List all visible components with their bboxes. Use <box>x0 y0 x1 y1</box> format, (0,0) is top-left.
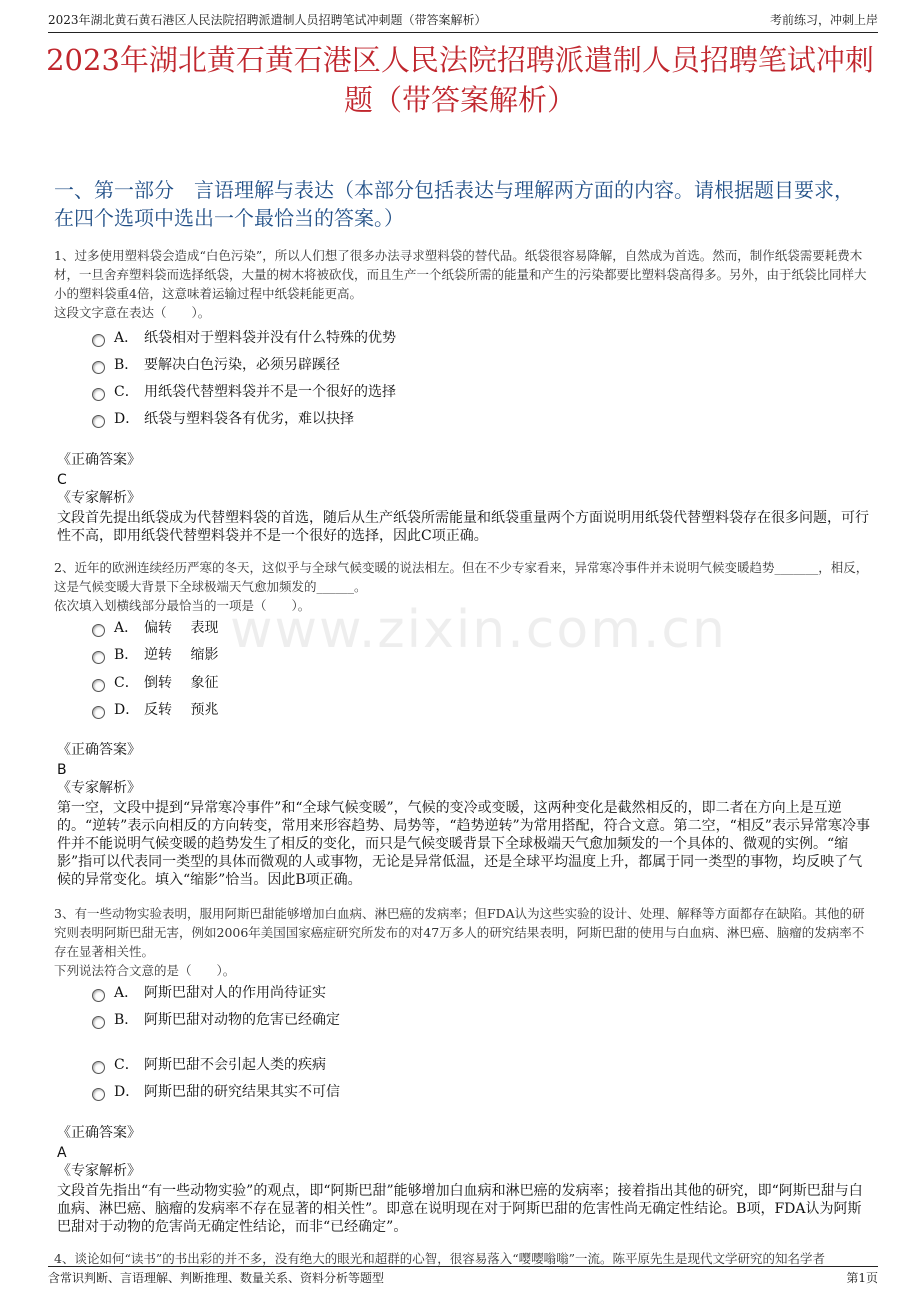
q1-option-a[interactable] <box>92 328 396 348</box>
question-2-stem <box>54 558 874 615</box>
option-letter: B． <box>114 1012 139 1028</box>
answer-value: A <box>57 1145 67 1161</box>
radio-icon[interactable] <box>92 624 105 637</box>
answer-value: B <box>57 762 67 778</box>
option-letter: B． <box>114 647 139 663</box>
option-text: 逆转 缩影 <box>144 647 219 663</box>
analysis-text: 文段首先指出“有一些动物实验”的观点，即“阿斯巴甜”能够增加白血病和淋巴癌的发病率；接着指出其他的研究，即“阿斯巴甜与白血病、淋巴癌、脑瘤的发病率不存在显著的相关性”。即意在说明现在对于阿斯巴甜的危害性尚无确定性结论。B项，FDA认为阿斯巴甜对于动物的危害尚无确定性结论，而非“已经确定”。 <box>57 1183 863 1235</box>
analysis-label: 《专家解析》 <box>57 1163 141 1179</box>
q3-option-a[interactable] <box>92 983 326 1003</box>
answer-label: 《正确答案》 <box>57 452 141 468</box>
question-stem-text: 1、过多使用塑料袋会造成“白色污染”，所以人们想了很多办法寻求塑料袋的替代品。纸袋很容易降解，自然成为首选。然而，制作纸袋需要耗费木材，一旦舍弃塑料袋而选择纸袋，大量的树木将被砍伐，而且生产一个纸袋所需的能量和产生的污染都要比塑料袋高得多。另外，由于纸袋比同样大小的塑料袋重4倍，这意味着运输过程中纸袋耗能更高。 <box>54 248 867 301</box>
radio-icon[interactable] <box>92 706 105 719</box>
q1-answer-block <box>57 451 874 545</box>
q1-option-b[interactable] <box>92 355 340 375</box>
question-prompt: 这段文字意在表达（ ）。 <box>54 305 211 320</box>
q3-answer-block <box>57 1124 874 1236</box>
option-text: 阿斯巴甜的研究结果其实不可信 <box>144 1084 340 1100</box>
q3-option-b[interactable] <box>92 1010 340 1030</box>
answer-label: 《正确答案》 <box>57 742 141 758</box>
question-3-stem <box>54 904 874 980</box>
option-text: 要解决白色污染，必须另辟蹊径 <box>144 357 340 373</box>
radio-icon[interactable] <box>92 989 105 1002</box>
header-slogan: 考前练习，冲刺上岸 <box>769 13 878 27</box>
q1-option-d[interactable] <box>92 409 354 429</box>
option-letter: B． <box>114 357 139 373</box>
option-text: 纸袋与塑料袋各有优劣，难以抉择 <box>144 411 354 427</box>
header-doc-title: 2023年湖北黄石黄石港区人民法院招聘派遣制人员招聘笔试冲刺题（带答案解析） <box>48 13 487 27</box>
section-heading: 一、第一部分 言语理解与表达（本部分包括表达与理解两方面的内容。请根据题目要求，在四个选项中选出一个最恰当的答案。） <box>54 178 854 230</box>
option-text: 倒转 象征 <box>144 675 219 691</box>
watermark: www.zixin.com.cn <box>230 600 727 660</box>
option-letter: C． <box>114 1057 139 1073</box>
q3-option-d[interactable] <box>92 1082 340 1102</box>
q2-option-a[interactable] <box>92 618 218 638</box>
radio-icon[interactable] <box>92 415 105 428</box>
option-text: 用纸袋代替塑料袋并不是一个很好的选择 <box>144 384 396 400</box>
analysis-label: 《专家解析》 <box>57 780 141 796</box>
q2-option-b[interactable] <box>92 645 218 665</box>
radio-icon[interactable] <box>92 1016 105 1029</box>
q2-answer-block <box>57 741 874 889</box>
option-letter: C． <box>114 675 139 691</box>
document-title: 2023年湖北黄石黄石港区人民法院招聘派遣制人员招聘笔试冲刺题（带答案解析） <box>46 43 874 117</box>
question-1-stem <box>54 246 874 322</box>
option-letter: A． <box>114 330 139 346</box>
option-letter: D． <box>114 1084 140 1100</box>
option-letter: C． <box>114 384 139 400</box>
option-letter: D． <box>114 411 140 427</box>
radio-icon[interactable] <box>92 361 105 374</box>
question-stem-text: 3、有一些动物实验表明，服用阿斯巴甜能够增加白血病、淋巴癌的发病率；但FDA认为这些实验的设计、处理、解释等方面都存在缺陷。其他的研究则表明阿斯巴甜无害，例如2006年美国国家癌症研究所发布的对47万多人的研究结果表明，阿斯巴甜的使用与白血病、淋巴癌、脑瘤的发病率不存在显著相关性。 <box>54 906 865 959</box>
question-stem-text: 2、近年的欧洲连续经历严寒的冬天，这似乎与全球气候变暖的说法相左。但在不少专家看来，异常寒冷事件并未说明气候变暖趋势_______，相反，这是气候变暖大背景下全球极端天气愈加频发的______。 <box>54 560 869 594</box>
q1-option-c[interactable] <box>92 382 396 402</box>
footer-note: 含常识判断、言语理解、判断推理、数量关系、资料分析等题型 <box>48 1271 385 1285</box>
analysis-label: 《专家解析》 <box>57 490 141 506</box>
option-text: 反转 预兆 <box>144 702 219 718</box>
option-text: 阿斯巴甜对动物的危害已经确定 <box>144 1012 340 1028</box>
q2-option-d[interactable] <box>92 700 218 720</box>
q3-option-c[interactable] <box>92 1055 326 1075</box>
answer-value: C <box>57 472 67 488</box>
analysis-text: 文段首先提出纸袋成为代替塑料袋的首选，随后从生产纸袋所需能量和纸袋重量两个方面说明用纸袋代替塑料袋存在很多问题，可行性不高，即用纸袋代替塑料袋并不是一个很好的选择，因此C项正确。 <box>57 510 869 544</box>
page-header <box>48 10 878 33</box>
question-prompt: 依次填入划横线部分最恰当的一项是（ ）。 <box>54 598 311 613</box>
radio-icon[interactable] <box>92 1088 105 1101</box>
option-text: 阿斯巴甜对人的作用尚待证实 <box>144 985 326 1001</box>
option-letter: A． <box>114 620 139 636</box>
option-letter: A． <box>114 985 139 1001</box>
radio-icon[interactable] <box>92 388 105 401</box>
radio-icon[interactable] <box>92 1061 105 1074</box>
radio-icon[interactable] <box>92 651 105 664</box>
option-text: 纸袋相对于塑料袋并没有什么特殊的优势 <box>144 330 396 346</box>
radio-icon[interactable] <box>92 334 105 347</box>
analysis-text: 第一空，文段中提到“异常寒冷事件”和“全球气候变暖”，气候的变冷或变暖，这两种变化是截然相反的，即二者在方向上是互逆的。“逆转”表示向相反的方向转变，常用来形容趋势、局势等，“趋势逆转”为常用搭配，符合文意。第二空，“相反”表示异常寒冷事件并不能说明气候变暖的趋势发生了相反的变化，而只是气候变暖背景下全球极端天气愈加频发的一个具体的、微观的实例。“缩影”指可以代表同一类型的具体而微观的人或事物，无论是异常低温，还是全球平均温度上升，都属于同一类型的事物，均反映了气候的异常变化。填入“缩影”恰当。因此B项正确。 <box>57 800 870 888</box>
radio-icon[interactable] <box>92 679 105 692</box>
question-4-stem-partial: 4、谈论如何“读书”的书出彩的并不多，没有绝大的眼光和超群的心智，很容易落入“嘤嘤嗡嗡”一流。陈平原先生是现代文学研究的知名学者 <box>54 1251 826 1266</box>
question-prompt: 下列说法符合文意的是（ ）。 <box>54 963 236 978</box>
page-footer <box>48 1266 878 1289</box>
option-text: 偏转 表现 <box>144 620 219 636</box>
q2-option-c[interactable] <box>92 673 218 693</box>
answer-label: 《正确答案》 <box>57 1125 141 1141</box>
page-number: 第1页 <box>846 1271 878 1285</box>
option-letter: D． <box>114 702 140 718</box>
option-text: 阿斯巴甜不会引起人类的疾病 <box>144 1057 326 1073</box>
